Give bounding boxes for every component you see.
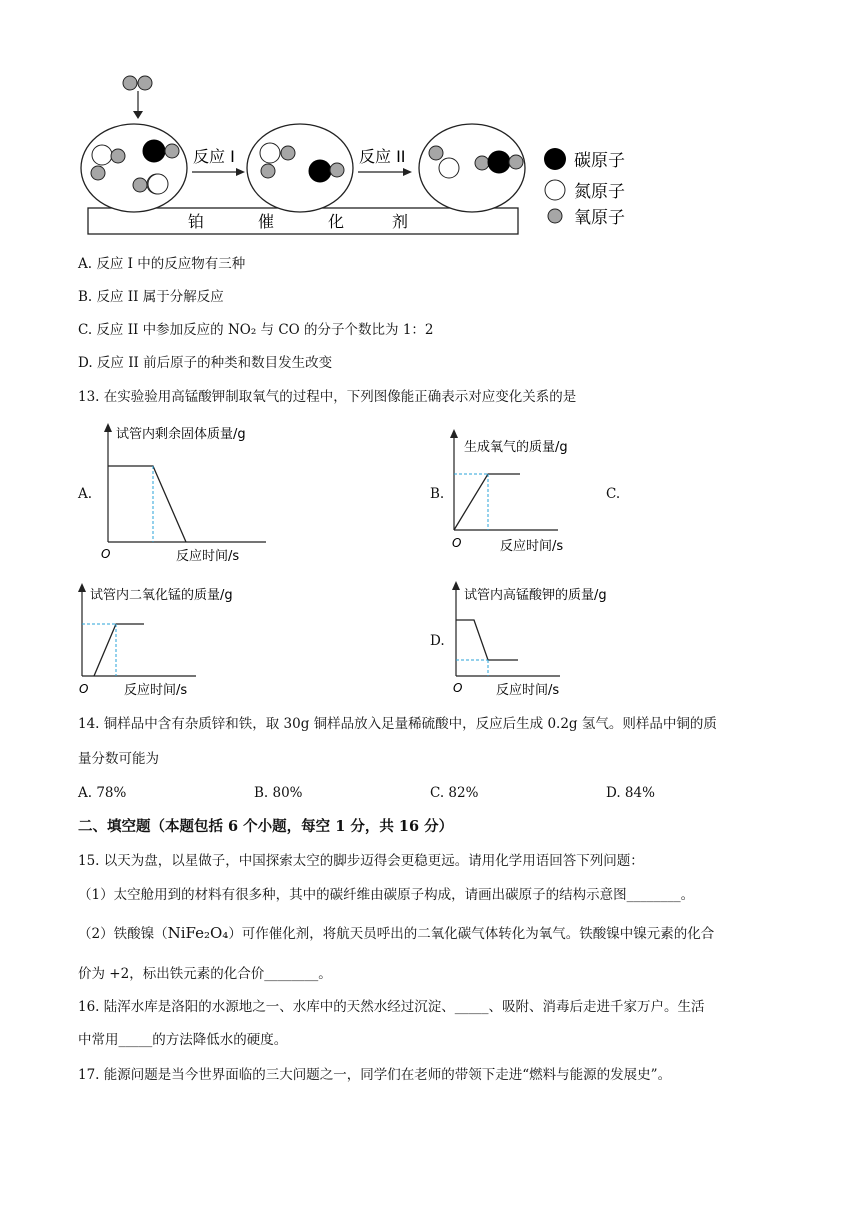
q15-part-2-prefix: （2）铁酸镍（ [78, 926, 168, 942]
q12-option-c: C. 反应 II 中参加反应的 NO₂ 与 CO 的分子个数比为 1：2 [78, 322, 434, 338]
q14-option-d: D. 84% [606, 785, 655, 801]
legend-nitrogen-label: 氮原子 [574, 182, 625, 202]
incoming-oxygen-molecule-left [123, 76, 137, 90]
catalyst-char-3: 化 [328, 212, 345, 231]
q12-option-a: A. 反应 I 中的反应物有三种 [78, 256, 246, 272]
catalyst-char-1: 铂 [188, 212, 205, 231]
graph-c-ylabel: 试管内二氧化锰的质量/g [90, 588, 233, 603]
q12-option-b: B. 反应 II 属于分解反应 [78, 289, 224, 305]
graph-c-xlabel: 反应时间/s [124, 683, 188, 698]
graph-a [96, 422, 296, 567]
q16-line2: 中常用_____的方法降低水的硬度。 [78, 1032, 288, 1048]
q12-option-d: D. 反应 II 前后原子的种类和数目发生改变 [78, 355, 333, 371]
graph-d-ylabel: 试管内高锰酸钾的质量/g [464, 588, 607, 603]
q15-part-2-text: ）可作催化剂，将航天员呼出的二氧化碳气体转化为氧气。铁酸镍中镍元素的化合 [228, 926, 715, 942]
graph-a-origin: O [101, 547, 111, 561]
graph-a-letter: A. [78, 486, 93, 502]
atom-legend [544, 148, 625, 228]
catalyst-char-4: 剂 [392, 212, 409, 231]
q14-line2: 量分数可能为 [78, 751, 159, 767]
graph-a-xlabel: 反应时间/s [176, 549, 240, 564]
q15-part-1: （1）太空舱用到的材料有很多种，其中的碳纤维由碳原子构成，请画出碳原子的结构示意图________。 [78, 887, 695, 903]
right-arrow-icon [236, 168, 245, 176]
graph-d-letter: D. [430, 633, 445, 649]
graph-c-letter: C. [606, 486, 621, 502]
graph-b-xlabel: 反应时间/s [500, 539, 564, 554]
graph-a-ylabel: 试管内剩余固体质量/g [116, 427, 246, 442]
graph-b-letter: B. [430, 486, 445, 502]
graph-c-origin: O [79, 682, 89, 696]
legend-oxygen-label: 氧原子 [574, 208, 625, 228]
q15-part-2 [78, 924, 714, 943]
graph-d-origin: O [453, 681, 463, 695]
oxygen-atom-icon [548, 209, 562, 223]
q14-option-c: C. 82% [430, 785, 479, 801]
catalyst-char-2: 催 [258, 212, 275, 231]
reaction-2-label: 反应 II [359, 147, 406, 166]
q13-stem: 13. 在实验验用高锰酸钾制取氧气的过程中，下列图像能正确表示对应变化关系的是 [78, 389, 577, 405]
carbon-atom-icon [544, 148, 566, 170]
q15-stem: 15. 以天为盘，以星做子，中国探索太空的脚步迈得会更稳更远。请用化学用语回答下列问题： [78, 853, 644, 869]
q15-part-2-cont: 价为 +2，标出铁元素的化合价________。 [78, 966, 332, 982]
q14-option-b: B. 80% [254, 785, 303, 801]
graph-b-curve [454, 474, 520, 530]
graph-d [448, 578, 648, 698]
legend-carbon-label: 碳原子 [574, 151, 625, 171]
graph-b-ylabel: 生成氧气的质量/g [464, 440, 568, 455]
stage-3-ellipse [419, 124, 525, 212]
q14-line1: 14. 铜样品中含有杂质锌和铁，取 30g 铜样品放入足量稀硫酸中，反应后生成 0.2g 氢气。则样品中铜的质 [78, 716, 717, 732]
graph-d-curve [456, 620, 518, 660]
down-arrow-icon [133, 111, 143, 119]
nitrogen-atom-icon [545, 180, 565, 200]
graph-c-curve [94, 624, 144, 676]
q17-stem: 17. 能源问题是当今世界面临的三大问题之一，同学们在老师的带领下走进“燃料与能源的发展史”。 [78, 1067, 672, 1083]
graph-d-xlabel: 反应时间/s [496, 683, 560, 698]
q16-line1: 16. 陆浑水库是洛阳的水源地之一、水库中的天然水经过沉淀、_____、吸附、消毒后走进千家万户。生活 [78, 999, 705, 1015]
right-arrow-icon [403, 168, 412, 176]
graph-a-curve [108, 466, 186, 542]
graph-b [446, 428, 606, 558]
graph-c [72, 580, 272, 700]
reaction-diagram [0, 60, 860, 250]
section-2-heading: 二、填空题（本题包括 6 个小题，每空 1 分，共 16 分） [78, 818, 454, 835]
nickel-ferrite-formula: NiFe₂O₄ [167, 924, 229, 942]
graph-b-origin: O [452, 536, 462, 550]
q14-option-a: A. 78% [78, 785, 127, 801]
incoming-oxygen-molecule-right [138, 76, 152, 90]
reaction-1-label: 反应 I [193, 147, 235, 166]
